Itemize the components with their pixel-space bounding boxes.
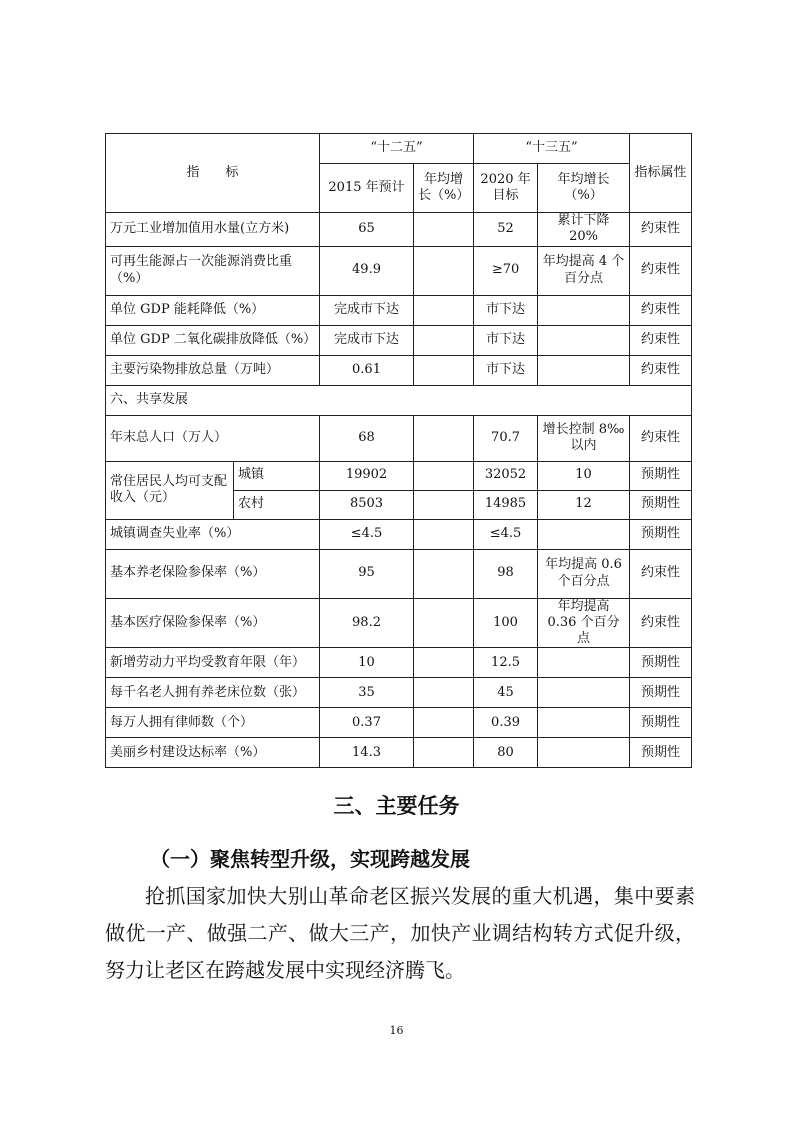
growth-13th bbox=[538, 519, 630, 549]
attribute: 约束性 bbox=[630, 295, 692, 325]
table-row bbox=[106, 519, 692, 549]
table-row bbox=[106, 246, 692, 295]
table-row bbox=[106, 708, 692, 738]
table-row bbox=[106, 415, 692, 461]
table-row bbox=[106, 549, 692, 598]
growth-12th bbox=[414, 355, 474, 385]
value-2015: 95 bbox=[320, 549, 414, 598]
page-number: 16 bbox=[389, 1024, 404, 1037]
table-row bbox=[106, 678, 692, 708]
growth-13th: 年均提高 0.6 个百分点 bbox=[538, 549, 630, 598]
row-name: 单位 GDP 二氧化碳排放降低（%） bbox=[106, 325, 320, 355]
row-name: 单位 GDP 能耗降低（%） bbox=[106, 295, 320, 325]
value-2015: 49.9 bbox=[320, 246, 414, 295]
value-2015: 0.37 bbox=[320, 708, 414, 738]
growth-13th: 年均提高 4 个百分点 bbox=[538, 246, 630, 295]
section-title: 三、主要任务 bbox=[333, 794, 460, 818]
income-urban-label: 城镇 bbox=[234, 461, 320, 490]
attribute: 预期性 bbox=[630, 708, 692, 738]
value-2020: 80 bbox=[474, 738, 538, 768]
header-growth-13th: 年均增长（%） bbox=[538, 164, 630, 213]
value-2020: ≤4.5 bbox=[474, 519, 538, 549]
body-paragraph: 抢抓国家加快大别山革命老区振兴发展的重大机遇，集中要素做优一产、做强二产、做大三产，加快产业调结构转方式促升级，努力让老区在跨越发展中实现经济腾飞。 bbox=[105, 884, 695, 982]
value-2015: 35 bbox=[320, 678, 414, 708]
attribute: 约束性 bbox=[630, 598, 692, 648]
growth-13th: 12 bbox=[538, 490, 630, 519]
row-name: 美丽乡村建设达标率（%） bbox=[106, 738, 320, 768]
value-2015: 68 bbox=[320, 415, 414, 461]
header-attribute: 指标属性 bbox=[630, 134, 692, 213]
attribute: 约束性 bbox=[630, 549, 692, 598]
growth-13th: 年均提高 0.36 个百分点 bbox=[538, 598, 630, 648]
value-2020: 市下达 bbox=[474, 355, 538, 385]
growth-12th bbox=[414, 295, 474, 325]
row-name: 每万人拥有律师数（个） bbox=[106, 708, 320, 738]
growth-13th bbox=[538, 738, 630, 768]
row-name: 万元工业增加值用水量(立方米) bbox=[106, 213, 320, 247]
attribute: 约束性 bbox=[630, 415, 692, 461]
growth-12th bbox=[414, 461, 474, 490]
section-row bbox=[106, 385, 692, 415]
table-row bbox=[106, 598, 692, 648]
value-2020: 14985 bbox=[474, 490, 538, 519]
growth-13th: 10 bbox=[538, 461, 630, 490]
growth-12th bbox=[414, 415, 474, 461]
value-2020: 52 bbox=[474, 213, 538, 247]
value-2020: 市下达 bbox=[474, 295, 538, 325]
attribute: 约束性 bbox=[630, 355, 692, 385]
table-row bbox=[106, 355, 692, 385]
header-2020: 2020 年目标 bbox=[474, 164, 538, 213]
subsection-title: （一）聚焦转型升级，实现跨越发展 bbox=[150, 847, 470, 871]
growth-12th bbox=[414, 325, 474, 355]
header-2015: 2015 年预计 bbox=[320, 164, 414, 213]
table-row bbox=[106, 295, 692, 325]
value-2020: 12.5 bbox=[474, 648, 538, 678]
row-name: 基本养老保险参保率（%） bbox=[106, 549, 320, 598]
value-2015: 98.2 bbox=[320, 598, 414, 648]
growth-13th bbox=[538, 325, 630, 355]
attribute: 预期性 bbox=[630, 738, 692, 768]
growth-13th bbox=[538, 708, 630, 738]
value-2015: 完成市下达 bbox=[320, 325, 414, 355]
income-rural-label: 农村 bbox=[234, 490, 320, 519]
value-2020: 市下达 bbox=[474, 325, 538, 355]
value-2015: 19902 bbox=[320, 461, 414, 490]
growth-13th bbox=[538, 295, 630, 325]
attribute: 约束性 bbox=[630, 325, 692, 355]
attribute: 预期性 bbox=[630, 678, 692, 708]
growth-12th bbox=[414, 648, 474, 678]
growth-12th bbox=[414, 708, 474, 738]
value-2015: 10 bbox=[320, 648, 414, 678]
growth-12th bbox=[414, 598, 474, 648]
attribute: 预期性 bbox=[630, 490, 692, 519]
value-2020: 45 bbox=[474, 678, 538, 708]
value-2015: 14.3 bbox=[320, 738, 414, 768]
row-name: 城镇调查失业率（%） bbox=[106, 519, 320, 549]
attribute: 预期性 bbox=[630, 461, 692, 490]
row-name: 可再生能源占一次能源消费比重（%） bbox=[106, 246, 320, 295]
growth-12th bbox=[414, 213, 474, 247]
growth-13th bbox=[538, 648, 630, 678]
table-row bbox=[106, 325, 692, 355]
value-2015: 65 bbox=[320, 213, 414, 247]
growth-12th bbox=[414, 678, 474, 708]
table-row bbox=[106, 738, 692, 768]
indicator-table bbox=[105, 133, 692, 768]
row-name: 基本医疗保险参保率（%） bbox=[106, 598, 320, 648]
section-heading: 六、共享发展 bbox=[106, 385, 692, 415]
growth-12th bbox=[414, 490, 474, 519]
header-plan-12th: “十二五” bbox=[320, 134, 474, 164]
growth-13th bbox=[538, 678, 630, 708]
table-row bbox=[106, 648, 692, 678]
value-2020: 98 bbox=[474, 549, 538, 598]
header-indicator: 指 标 bbox=[106, 134, 320, 213]
growth-13th: 累计下降 20% bbox=[538, 213, 630, 247]
growth-13th bbox=[538, 355, 630, 385]
value-2020: 70.7 bbox=[474, 415, 538, 461]
value-2020: 32052 bbox=[474, 461, 538, 490]
header-growth-12th: 年均增长（%） bbox=[414, 164, 474, 213]
growth-12th bbox=[414, 519, 474, 549]
value-2015: 8503 bbox=[320, 490, 414, 519]
value-2020: 0.39 bbox=[474, 708, 538, 738]
value-2015: 0.61 bbox=[320, 355, 414, 385]
row-name: 年末总人口（万人） bbox=[106, 415, 320, 461]
row-name: 每千名老人拥有养老床位数（张） bbox=[106, 678, 320, 708]
row-name: 主要污染物排放总量（万吨） bbox=[106, 355, 320, 385]
attribute: 预期性 bbox=[630, 519, 692, 549]
growth-12th bbox=[414, 738, 474, 768]
growth-12th bbox=[414, 246, 474, 295]
growth-13th: 增长控制 8‰以内 bbox=[538, 415, 630, 461]
value-2015: ≤4.5 bbox=[320, 519, 414, 549]
value-2015: 完成市下达 bbox=[320, 295, 414, 325]
value-2020: ≥70 bbox=[474, 246, 538, 295]
value-2020: 100 bbox=[474, 598, 538, 648]
income-row-name: 常住居民人均可支配收入（元） bbox=[106, 461, 234, 519]
row-name: 新增劳动力平均受教育年限（年） bbox=[106, 648, 320, 678]
attribute: 约束性 bbox=[630, 213, 692, 247]
header-plan-13th: “十三五” bbox=[474, 134, 630, 164]
table-row bbox=[106, 461, 692, 490]
growth-12th bbox=[414, 549, 474, 598]
table-row bbox=[106, 213, 692, 247]
attribute: 预期性 bbox=[630, 648, 692, 678]
attribute: 约束性 bbox=[630, 246, 692, 295]
